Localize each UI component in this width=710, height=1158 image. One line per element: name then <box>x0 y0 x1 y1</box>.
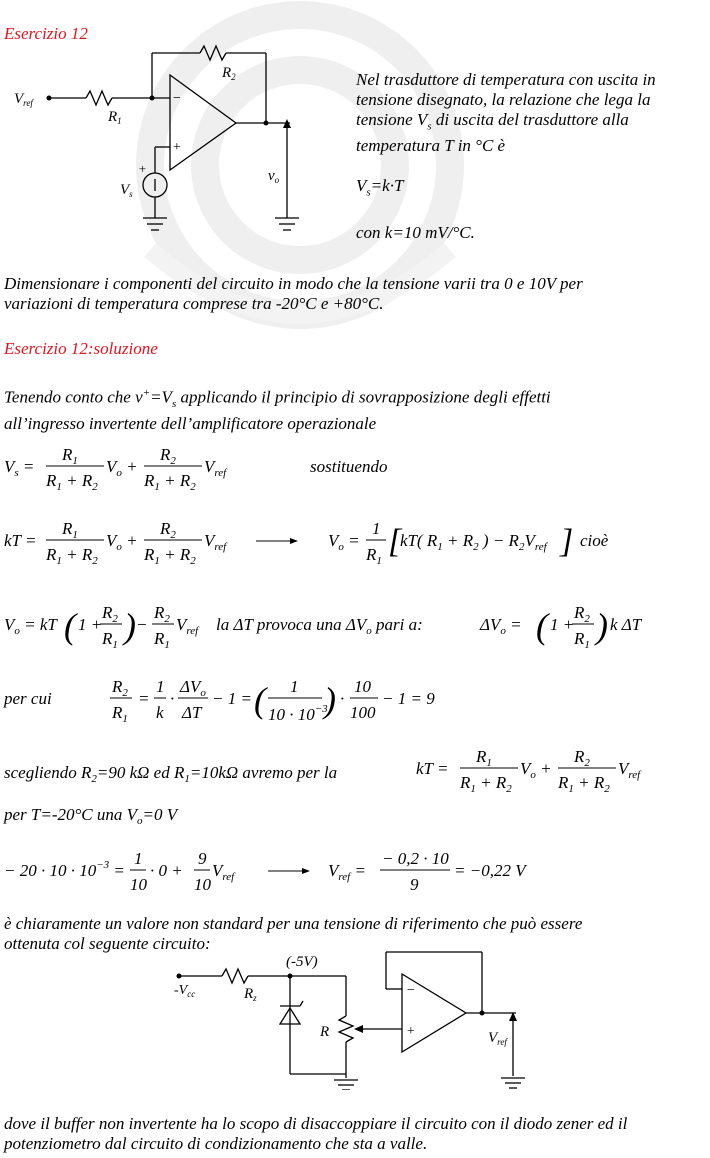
c2-minus: − <box>406 983 416 998</box>
svg-text:R1: $R_1$ <box>102 629 118 651</box>
svg-text:ΔVo: $\Delta V_o$ <box>180 677 206 699</box>
svg-text:vo <box>268 168 280 185</box>
svg-text:-Vcc <box>174 983 195 999</box>
rz-label: R <box>244 986 254 1002</box>
rz-sub: z <box>253 993 257 1003</box>
svg-text:kT =: kT = <box>4 531 37 550</box>
svg-text:Vref: $V_{ref}$ <box>176 615 199 637</box>
svg-text:1: 1 <box>134 849 143 868</box>
svg-text:Vo = kT: $V_o$ = kT <box>4 615 57 637</box>
svg-text:(: ( <box>536 606 548 646</box>
desc-line-4: temperatura T in °C è <box>356 136 506 156</box>
vo-sub: o <box>274 175 280 185</box>
svg-text:R1 + R2: $R_1 + R_2$ <box>46 471 98 493</box>
svg-text:Vref: $V_{ref}$ <box>618 759 641 781</box>
word-sostituendo: sostituendo <box>310 457 388 476</box>
source-plus: + <box>138 161 147 176</box>
equations <box>0 440 710 900</box>
svg-text:10: 10 <box>354 677 371 696</box>
conclusion-line-1: è chiaramente un valore non standard per una tensione di riferimento che può essere <box>4 914 583 933</box>
desc-constant: con k=10 mV/°C. <box>356 222 475 242</box>
desc-line-2: tensione disegnato, la relazione che lega la <box>356 90 651 109</box>
svg-text:· 0 +: · 0 + <box>150 861 183 880</box>
svg-text:1: 1 <box>156 677 165 696</box>
svg-text:Vref: $V_{ref}$ <box>204 531 227 553</box>
svg-text:− 0,2 · 10: − 0,2 · 10 <box>382 849 449 868</box>
svg-text:·: · <box>170 689 175 708</box>
svg-text:R2: $R_2$ <box>112 677 128 699</box>
intro-text <box>4 383 704 434</box>
desc-line-3: tensione $V_s$ di uscita del trasduttore alla <box>356 110 629 133</box>
svg-text:9: 9 <box>198 849 207 868</box>
svg-text:R1 + R2: $R_1 + R_2$ <box>558 773 610 795</box>
svg-text:): ) <box>124 606 136 646</box>
svg-text:= −0,22 V: = −0,22 V <box>454 861 526 880</box>
description <box>356 70 706 243</box>
final-text <box>4 1114 708 1154</box>
final-line-2: potenziometro dal circuito di condizionamento che sta a valle. <box>4 1134 428 1153</box>
vs-sub: s <box>129 189 133 199</box>
svg-text:− 1 =: − 1 = <box>212 689 252 708</box>
word-percui: per cui <box>4 689 52 708</box>
r2-sub: 2 <box>231 72 236 82</box>
svg-text:R1: $R_1$ <box>62 519 78 541</box>
svg-text:k ΔT: k ΔT <box>610 615 642 634</box>
problem-statement <box>4 274 704 314</box>
svg-text:Vref: $V_{ref}$ <box>204 457 227 479</box>
svg-text:R1 + R2: $R_1 + R_2$ <box>144 545 196 567</box>
svg-text:100: 100 <box>350 703 376 722</box>
svg-text:per T=-20°C una Vo=0 V: per T=-20°C una $V_o=0$ V <box>4 805 178 827</box>
svg-text:10 · 10−3: $10 \cdot 10^{-3}$ <box>268 703 328 724</box>
svg-text:R2 <box>221 65 236 82</box>
r-label: R <box>320 1024 330 1040</box>
svg-text:− 20 · 10 · 10−3 =: − $20 \cdot 10 \cdot 10^{-3}$ = <box>4 859 125 880</box>
vref-sub: ref <box>23 98 33 108</box>
svg-text:R1: $R_1$ <box>112 703 128 725</box>
word-cioe: cioè <box>580 531 609 550</box>
svg-text:kT( R1 + R2 ) − R2Vref: kT( $R_1 + R_2$ ) − $R_2V_{ref}$ <box>400 531 547 553</box>
svg-text:R2: $R_2$ <box>160 445 176 467</box>
c2-plus: + <box>406 1024 416 1039</box>
vcc-label: -V <box>174 983 188 998</box>
r1-label: R <box>108 109 118 125</box>
svg-text:Vo +: $V_o$ + <box>520 759 552 781</box>
svg-text:R2: $R_2$ <box>574 603 590 625</box>
vs-label: V <box>120 182 130 198</box>
svg-text:ΔT: ΔT <box>182 703 202 722</box>
svg-text:R1: $R_1$ <box>62 445 78 467</box>
circuit-op-amp-transducer <box>0 35 330 245</box>
intro-line-2: all’ingresso invertente dell’amplificatore operazionale <box>4 414 377 434</box>
solution-title: Esercizio 12:soluzione <box>4 339 158 358</box>
svg-text:Vo +: $V_o$ + <box>106 457 138 479</box>
exercise-title: Esercizio 12 <box>4 24 88 43</box>
svg-text:Vref =: $V_{ref}$ = <box>328 861 366 883</box>
r1-sub: 1 <box>117 116 122 126</box>
conclusion-line-2: ottenuta col seguente circuito: <box>4 934 211 953</box>
circuit-reference-voltage <box>160 944 540 1090</box>
svg-text:R1: $R_1$ <box>154 629 170 651</box>
svg-text:Vs =: $V_s$ = <box>4 457 35 479</box>
r2-label: R <box>222 65 232 81</box>
desc-line-1: Nel trasduttore di temperatura con uscita in <box>356 70 656 89</box>
svg-text:Rz <box>243 986 257 1003</box>
minus5-label: (-5V) <box>286 954 318 970</box>
svg-text:k: k <box>156 703 164 722</box>
svg-text:·: · <box>340 689 345 708</box>
svg-text:R1: $R_1$ <box>574 629 590 651</box>
vo-label: v <box>268 168 275 184</box>
svg-text:9: 9 <box>410 875 419 894</box>
svg-text:=: = <box>138 689 150 708</box>
desc-formula: $V_s=k\cdot T$ <box>356 176 404 199</box>
svg-text:1 +: 1 + <box>78 615 103 634</box>
vcc-sub: cc <box>187 989 196 999</box>
intro-line-1: Tenendo conto che $v^+=V_s$ applicando il principio di sovrapposizione degli effetti <box>4 387 551 411</box>
svg-text:): ) <box>324 680 336 720</box>
svg-text:1: 1 <box>372 519 381 538</box>
svg-text:R2: $R_2$ <box>574 747 590 769</box>
svg-text:R1 + R2: $R_1 + R_2$ <box>144 471 196 493</box>
problem-line-2: variazioni di temperatura comprese tra -20°C e +80°C. <box>4 294 384 313</box>
svg-text:ΔVo =: $\Delta V_o$ = <box>480 615 522 637</box>
final-line-1: dove il buffer non invertente ha lo scopo di disaccoppiare il circuito con il diodo zener ed il <box>4 1114 628 1133</box>
svg-text:1 +: 1 + <box>550 615 575 634</box>
svg-text:Vs <box>120 182 133 199</box>
svg-text:R1: $R_1$ <box>476 747 492 769</box>
svg-text:− 1 = 9: − 1 = 9 <box>382 689 435 708</box>
svg-text:R1: $R_1$ <box>366 545 382 567</box>
problem-line-1: Dimensionare i componenti del circuito in modo che la tensione varii tra 0 e 10V per <box>4 274 583 293</box>
svg-text:R2: $R_2$ <box>160 519 176 541</box>
minus-sign: − <box>172 91 182 106</box>
svg-text:10: 10 <box>130 875 147 894</box>
svg-text:]: ] <box>560 523 574 560</box>
vref-label: V <box>14 91 24 107</box>
svg-text:10: 10 <box>194 875 211 894</box>
svg-text:Vref <box>488 1030 508 1047</box>
plus-sign: + <box>172 140 182 155</box>
svg-text:kT =: kT = <box>416 759 449 778</box>
svg-text:): ) <box>596 606 608 646</box>
svg-text:Vo =: $V_o$ = <box>328 531 360 553</box>
c2-vref-sub: ref <box>497 1037 507 1047</box>
svg-text:la ΔT provoca una ΔVo pari a:: la ΔT provoca una $\Delta V_o$ pari a: <box>216 615 423 637</box>
svg-text:[: [ <box>388 523 402 560</box>
svg-text:R1 + R2: $R_1 + R_2$ <box>46 545 98 567</box>
svg-text:(: ( <box>64 606 76 646</box>
svg-text:R2: $R_2$ <box>154 603 170 625</box>
c2-vref-label: V <box>488 1030 498 1046</box>
svg-text:R1 + R2: $R_1 + R_2$ <box>460 773 512 795</box>
svg-text:R2: $R_2$ <box>102 603 118 625</box>
svg-text:−: − <box>136 615 148 634</box>
svg-text:scegliendo R2=90 kΩ ed R1=10: scegliendo $R_2=90$ kΩ ed $R_1=10k\Omega$ avremo per la <box>4 763 338 785</box>
svg-text:1: 1 <box>290 677 299 696</box>
svg-text:Vref: $V_{ref}$ <box>212 861 235 883</box>
svg-text:Vo +: $V_o$ + <box>106 531 138 553</box>
svg-text:Vref <box>14 91 34 108</box>
svg-text:(: ( <box>254 680 266 720</box>
svg-text:R1 <box>107 109 122 126</box>
